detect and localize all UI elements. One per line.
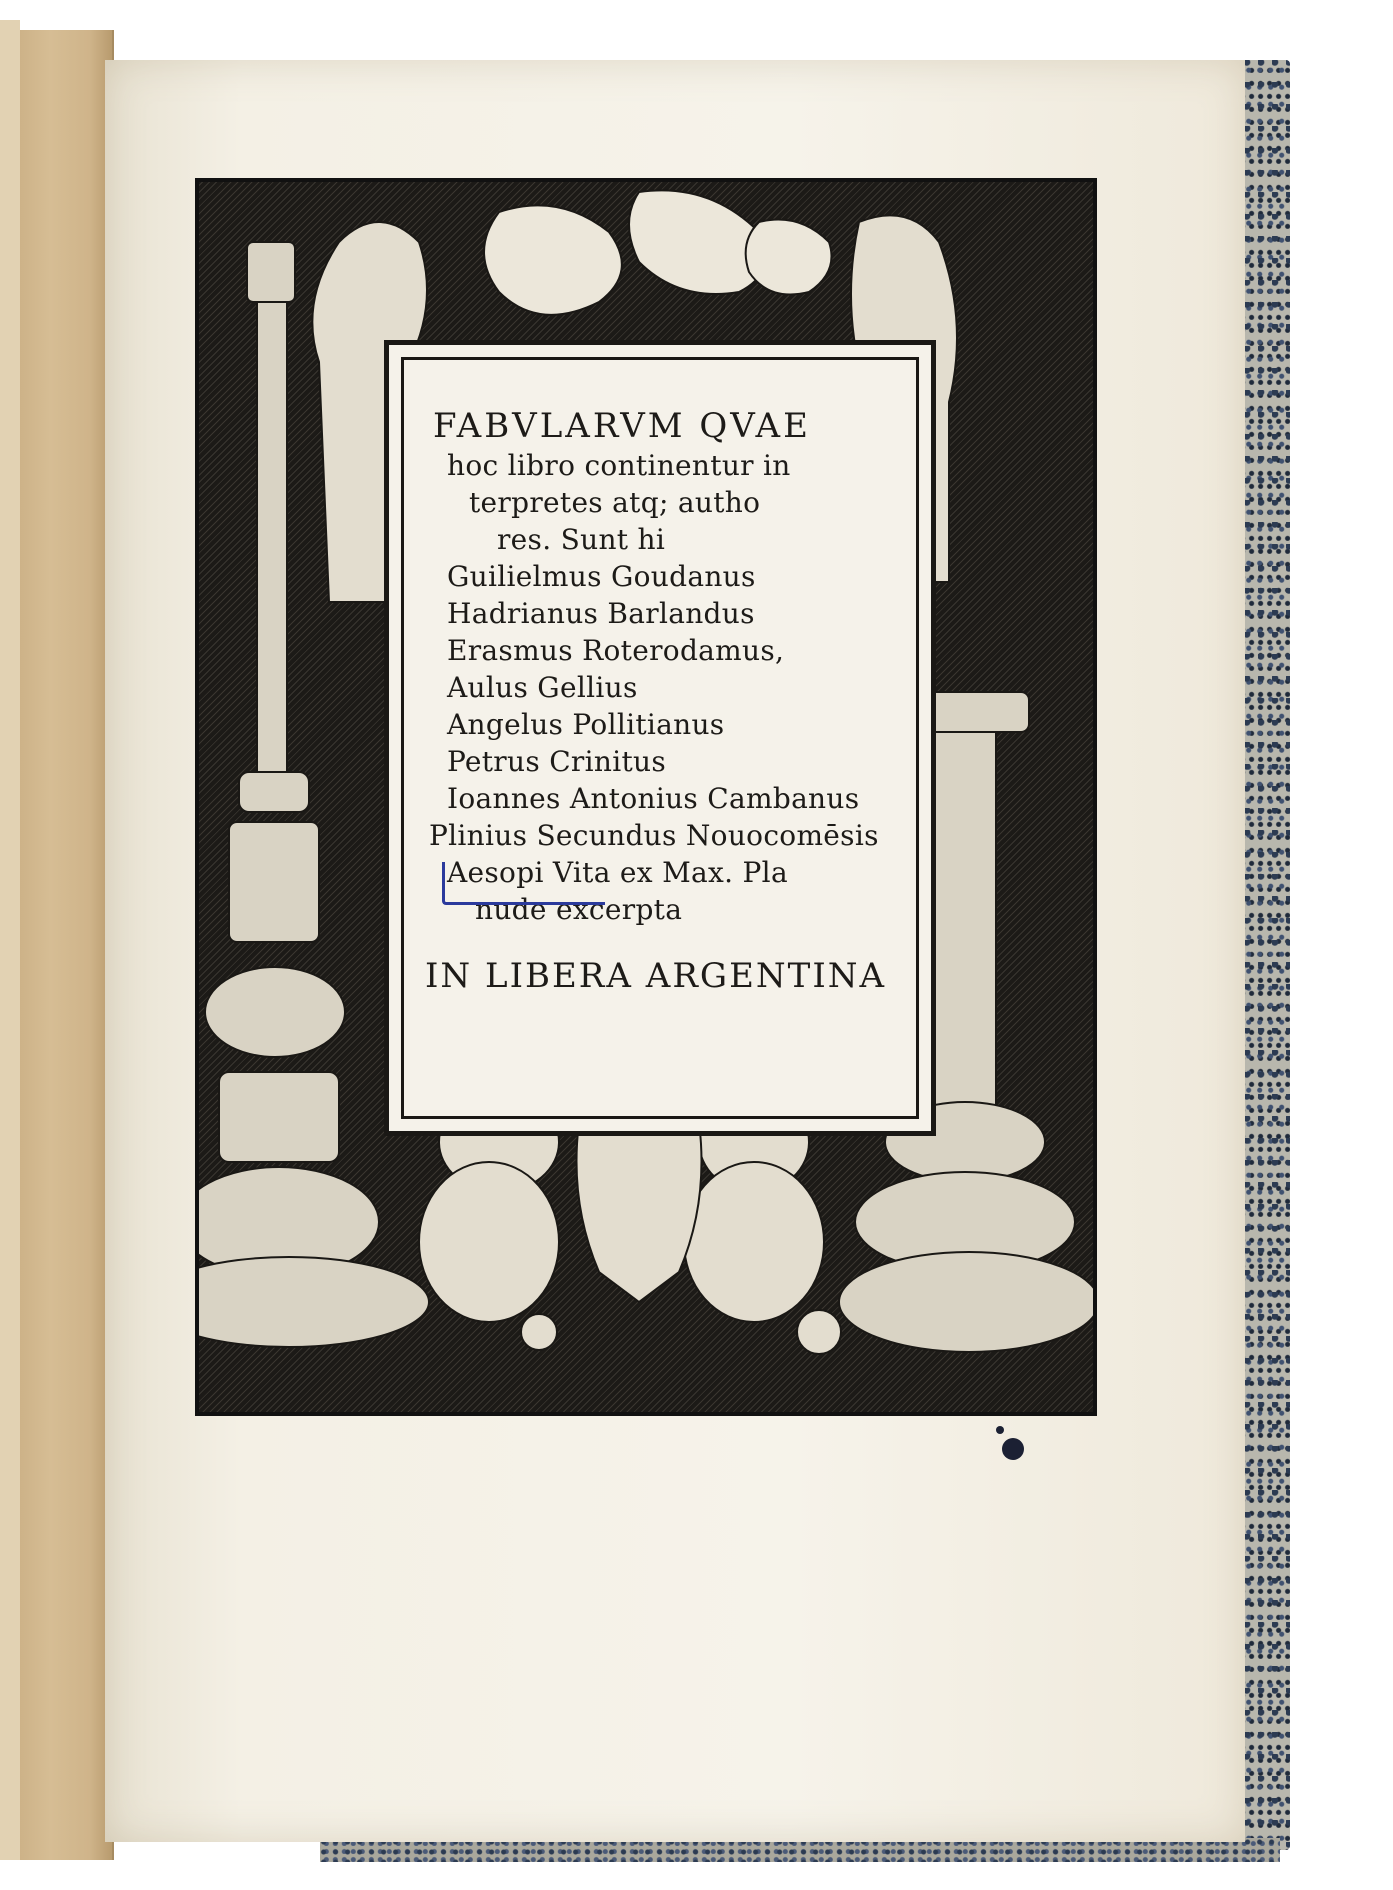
author-line: Petrus Crinitus xyxy=(447,745,666,778)
imprint-line: IN LIBERA ARGENTINA xyxy=(425,956,887,996)
author-line: Guilielmus Goudanus xyxy=(447,560,756,593)
author-line: Erasmus Roterodamus, xyxy=(447,634,785,667)
title-text-block xyxy=(419,405,899,995)
manuscript-bracket-annotation xyxy=(442,862,605,905)
author-line: Ioannes Antonius Cambanus xyxy=(447,782,860,815)
title-panel xyxy=(384,340,936,1136)
title-line: nude excerpta xyxy=(475,893,683,926)
title-line: terpretes atq; autho xyxy=(469,486,761,519)
author-line: Hadrianus Barlandus xyxy=(447,597,755,630)
author-line: Aulus Gellius xyxy=(447,671,638,704)
ink-blot xyxy=(1002,1438,1024,1460)
ink-spot xyxy=(996,1426,1004,1434)
title-line: hoc libro continentur in xyxy=(447,449,791,482)
title-line: Aesopi Vita ex Max. Pla xyxy=(447,856,788,889)
title-headline: FABVLARVM QVAE xyxy=(433,406,811,446)
author-line: Plinius Secundus Nouocomēsis xyxy=(429,819,879,852)
title-line: res. Sunt hi xyxy=(497,523,666,556)
flyleaf-edge xyxy=(0,20,20,1860)
author-line: Angelus Pollitianus xyxy=(447,708,725,741)
